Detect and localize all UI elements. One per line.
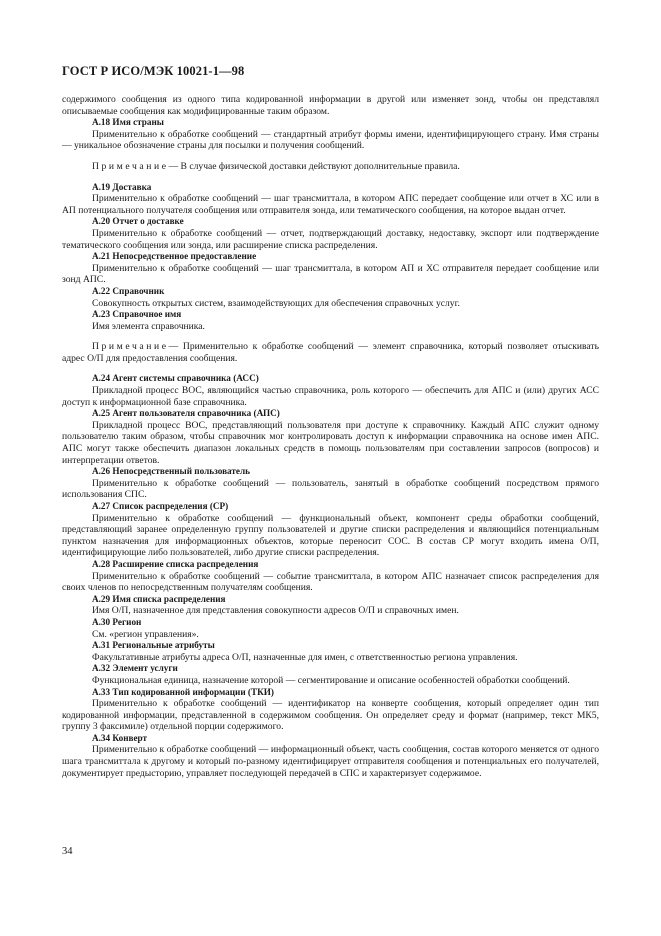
spacer: [62, 332, 599, 341]
continued-paragraph: содержимого сообщения из одного типа кодированной информации в другой или изменяет зонд, чтобы он представлял описываемые сообщения как модифицированные таким образом.: [62, 94, 599, 117]
definition-paragraph: Применительно к обработке сообщений — шаг трансмиттала, в котором АПС передает сообщение или отчет в ХС или в АП потенциального получателя сообщения или отправителя зонда, или тематического сообщения, на которое выдан отчет.: [62, 193, 599, 216]
term-heading: А.20 Отчет о доставке: [92, 216, 184, 227]
term-heading: А.23 Справочное имя: [92, 309, 182, 320]
definition-paragraph: Применительно к обработке сообщений — функциональный объект, компонент среды обработки сообщений, представляющий заранее определенную группу пользователей и другие списки распределения и являющийся потенциальным пунктом назначения для информационных объектов, которые переносит СОС. В состав СР могут входить имена О/П, идентифицирующие либо пользователей, либо другие списки распределения.: [62, 512, 599, 559]
definition-paragraph: Применительно к обработке сообщений — стандартный атрибут формы имени, идентифицирующего страну. Имя страны — уникальное обозначение страны для посылки и получения сообщений.: [62, 128, 599, 152]
term-heading: А.28 Расширение списка распределения: [92, 558, 259, 569]
definition-paragraph: Применительно к обработке сообщений — шаг трансмиттала, в котором АП и ХС отправителя передает сообщение или зонд АПС.: [62, 262, 599, 286]
term-heading: А.34 Конверт: [92, 732, 148, 743]
term-heading: А.24 Агент системы справочника (АСС): [92, 373, 259, 384]
note-text: — Применительно к обработке сообщений — элемент справочника, который позволяет отыскивать адрес О/П для предоставления сообщения.: [62, 341, 599, 364]
term-heading: А.19 Доставка: [92, 181, 152, 192]
definition-paragraph: Имя элемента справочника.: [92, 320, 205, 332]
note-label: Примечание: [92, 341, 169, 353]
definition-paragraph: Прикладной процесс ВОС, представляющий пользователя при доступе к справочнику. Каждый АПС служит одному пользователю таким образом, чтобы справочник мог контролировать доступ к информации справочника на основе имен АПС. АПС могут также обеспечить диапазон локальных средств в помощь пользователям при составлении запросов (вопросов) и интерпретации ответов.: [62, 419, 599, 466]
definition-paragraph: Применительно к обработке сообщений — информационный объект, часть сообщения, состав которого меняется от одного шага трансмиттала к другому и который по-разному идентифицирует отправителя сообщения и потенциальных его получателей, документирует предысторию, управляет последующей передачей в СПС и характеризует содержимое.: [62, 744, 599, 779]
spacer: [62, 173, 599, 182]
definition-paragraph: См. «регион управления».: [92, 628, 199, 640]
term-heading: А.31 Региональные атрибуты: [92, 640, 215, 651]
note-paragraph: [62, 161, 599, 173]
document-body: [62, 94, 599, 779]
term-heading: А.32 Элемент услуги: [92, 663, 178, 674]
definition-paragraph: Факультативные атрибуты адреса О/П, назначенные для имен, с ответственностью региона управления.: [92, 651, 518, 663]
term-heading: А.21 Непосредственное предоставление: [92, 251, 257, 262]
definition-paragraph: Применительно к обработке сообщений — идентификатор на конверте сообщения, который определяет один тип кодированной информации, представленной в содержимом сообщения. Он определяет среду и формат (например, текст МК5, группу 3 факсимиле) отдельной порции содержимого.: [62, 698, 599, 733]
definition-paragraph: Совокупность открытых систем, взаимодействующих для обеспечения справочных услуг.: [92, 297, 460, 309]
note-label: Примечание: [92, 160, 169, 172]
definition-paragraph: Применительно к обработке сообщений — отчет, подтверждающий доставку, недоставку, экспорт или подтверждение тематического сообщения или зонда, или расширение списка распределения.: [62, 227, 599, 251]
term-heading: А.29 Имя списка распределения: [92, 593, 226, 604]
page-header: ГОСТ Р ИСО/МЭК 10021-1—98: [62, 64, 245, 78]
term-heading: А.33 Тип кодированной информации (ТКИ): [92, 686, 274, 697]
page-number: 34: [62, 846, 73, 857]
spacer: [62, 152, 599, 161]
definition-paragraph: Применительно к обработке сообщений — событие трансмиттала, в котором АПС назначает список распределения для своих членов по непосредственным получателям сообщения.: [62, 570, 599, 594]
term-heading: А.26 Непосредственный пользователь: [92, 466, 251, 477]
definition-paragraph: Функциональная единица, назначение которой — сегментирование и описание особенностей обработки сообщений.: [92, 674, 570, 686]
term-heading: А.22 Справочник: [92, 285, 165, 296]
note-paragraph: [62, 341, 599, 364]
spacer: [62, 364, 599, 373]
definition-paragraph: Имя О/П, назначенное для представления совокупности адресов О/П и справочных имен.: [92, 605, 459, 617]
definition-paragraph: Применительно к обработке сообщений — пользователь, занятый в обработке сообщений посредством прямого использования СПС.: [62, 477, 599, 501]
term-heading: А.27 Список распределения (СР): [92, 501, 229, 511]
term-heading: А.30 Регион: [92, 616, 142, 627]
note-text: — В случае физической доставки действуют дополнительные правила.: [168, 160, 460, 172]
term-heading: А.18 Имя страны: [92, 117, 164, 128]
term-heading: А.25 Агент пользователя справочника (АПС): [92, 408, 280, 419]
definition-paragraph: Прикладной процесс ВОС, являющийся частью справочника, роль которого — обеспечить для АПС и (или) других АСС доступ к информационной базе справочника.: [62, 385, 599, 408]
